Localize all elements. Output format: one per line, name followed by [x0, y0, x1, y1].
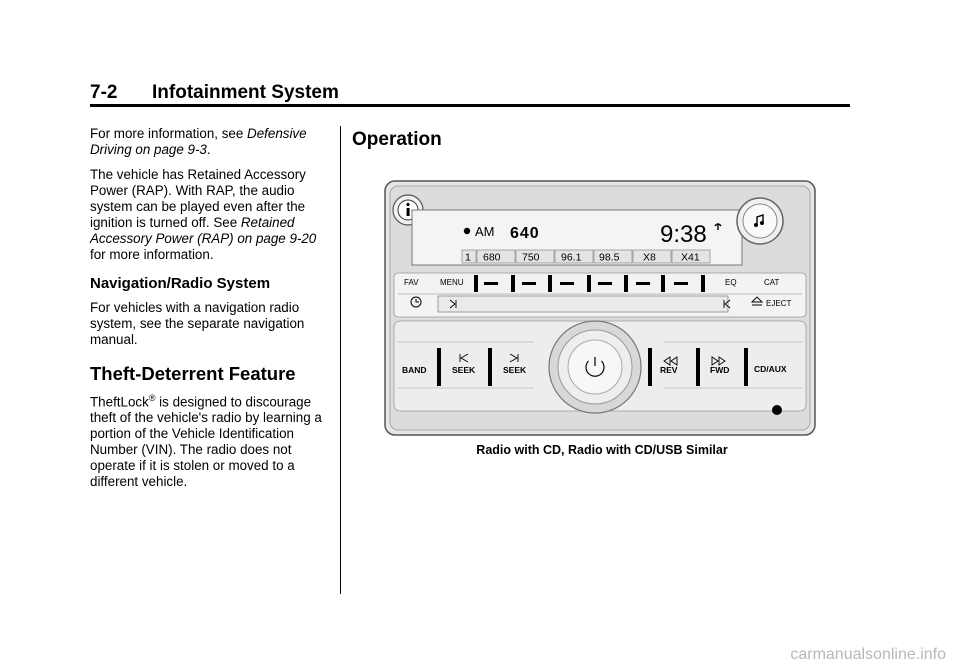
section-title: Infotainment System — [152, 82, 339, 103]
column-divider — [340, 126, 341, 594]
eject-button[interactable]: EJECT — [766, 299, 792, 308]
preset-label: 750 — [522, 251, 540, 264]
preset-label: 96.1 — [561, 251, 582, 264]
cd-aux-button[interactable]: CD/AUX — [754, 364, 787, 374]
page-number: 7-2 — [90, 82, 118, 103]
gear-icon — [464, 228, 470, 234]
text: The vehicle has Retained Accessory Power (RAP). With RAP, the audio system can be played even after the ignition is turned off. See — [90, 167, 306, 230]
paragraph-theftlock — [90, 390, 335, 490]
preset-label: 1 — [465, 251, 471, 264]
page-header — [90, 82, 850, 106]
left-column — [90, 126, 335, 499]
cat-button[interactable]: CAT — [764, 278, 780, 287]
music-knob[interactable] — [737, 198, 783, 244]
rev-button[interactable]: REV — [660, 365, 678, 375]
right-column — [352, 126, 852, 151]
menu-button[interactable]: MENU — [440, 278, 464, 287]
cd-slot — [438, 296, 728, 312]
registered-mark: ® — [148, 393, 156, 403]
link-defensive-driving[interactable]: Defensive Driving on page 9-3 — [90, 126, 307, 157]
preset-label: 98.5 — [599, 251, 620, 264]
watermark: carmanualsonline.info — [790, 646, 946, 663]
clock-display: 9:38 — [660, 221, 707, 248]
indicator-light — [772, 405, 782, 415]
fwd-button[interactable]: FWD — [710, 365, 730, 375]
preset-label: 680 — [483, 251, 501, 264]
text: . — [206, 142, 211, 157]
paragraph-more-info — [90, 126, 335, 158]
text: for more information. — [90, 247, 214, 262]
header-rule — [90, 104, 850, 107]
heading-operation: Operation — [352, 129, 442, 150]
frequency-display: 640 — [510, 225, 540, 242]
figure-caption: Radio with CD, Radio with CD/USB Similar — [476, 443, 728, 457]
fav-button[interactable]: FAV — [404, 278, 419, 287]
radio-illustration — [384, 180, 816, 436]
paragraph-navigation: For vehicles with a navigation radio system, see the separate navigation manual. — [90, 300, 305, 347]
band-display: AM — [475, 224, 495, 239]
preset-label: X8 — [643, 251, 656, 264]
paragraph-rap — [90, 167, 335, 263]
power-volume-knob[interactable] — [549, 321, 641, 413]
link-rap[interactable]: Retained Accessory Power (RAP) on page 9-20 — [90, 215, 317, 246]
heading-navigation: Navigation/Radio System — [90, 275, 271, 292]
preset-label: X41 — [681, 251, 700, 264]
seek-back-button[interactable]: SEEK — [452, 365, 476, 375]
band-button[interactable]: BAND — [402, 365, 427, 375]
text: is designed to discourage theft of the vehicle's radio by learning a portion of the Vehicle Identification Number (VIN). The radio does not operate if it is stolen or moved to a different vehicle. — [90, 394, 322, 490]
eq-button[interactable]: EQ — [725, 278, 737, 287]
preset-strip — [462, 250, 710, 264]
text: TheftLock — [90, 394, 149, 410]
heading-theft-deterrent: Theft-Deterrent Feature — [90, 363, 296, 384]
text: For more information, see — [90, 126, 248, 141]
seek-forward-button[interactable]: SEEK — [503, 365, 527, 375]
